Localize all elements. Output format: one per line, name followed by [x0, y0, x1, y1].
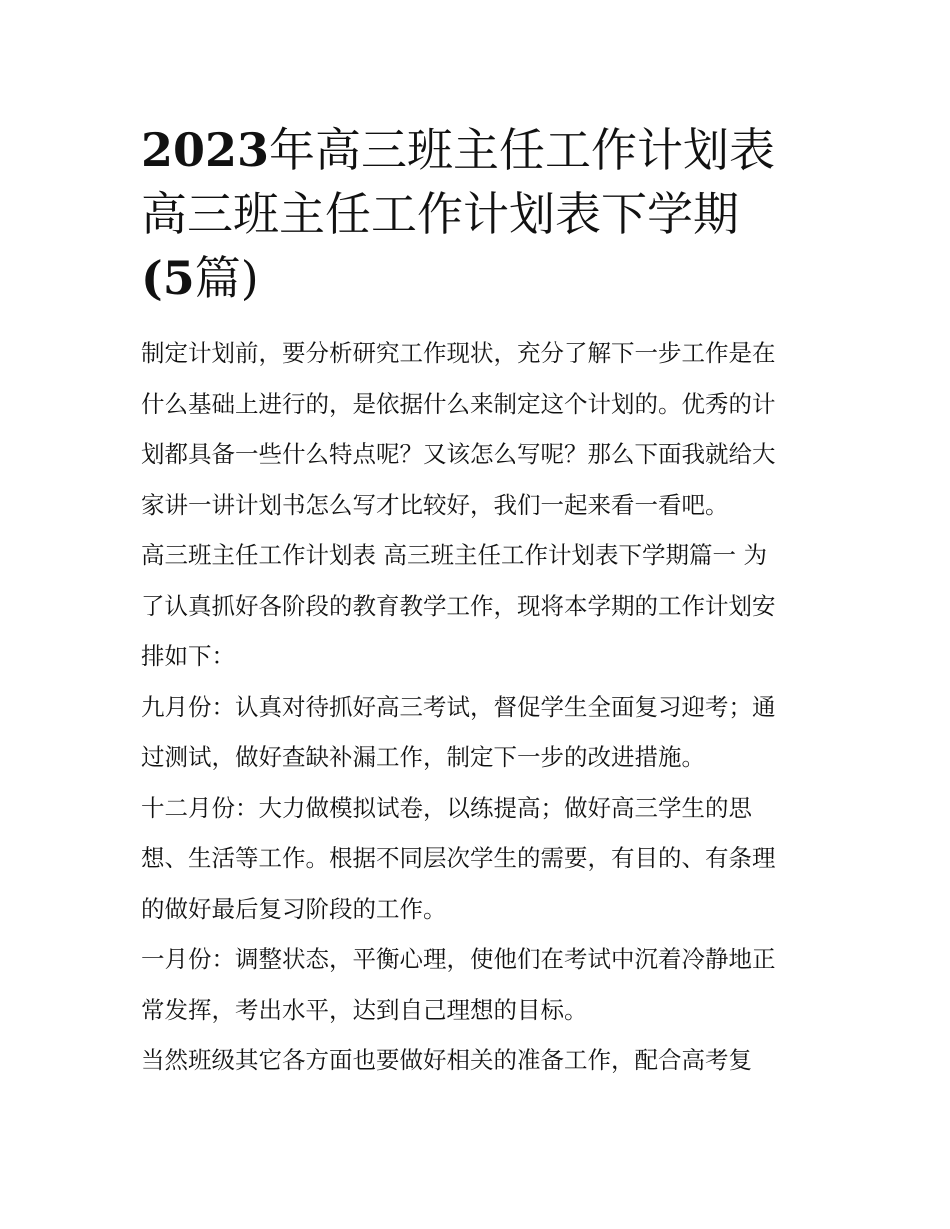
paragraph-section-one [141, 530, 813, 682]
title-line [141, 118, 813, 182]
paragraph-intro [141, 328, 813, 530]
paragraph-class-prep [141, 1035, 813, 1086]
title-line-bold: 2023 [141, 123, 270, 177]
title-line-text: 年高三班主任工作计划表 [269, 123, 776, 177]
title-line-bold: (5 [141, 251, 195, 305]
document-body [141, 328, 813, 1086]
text-line: 了认真抓好各阶段的教育教学工作，现将本学期的工作计划安 [141, 591, 776, 620]
paragraph-september [141, 682, 813, 783]
text-line: 划都具备一些什么特点呢？又该怎么写呢？那么下面我就给大 [141, 440, 776, 468]
text-line: 过测试，做好查缺补漏工作，制定下一步的改进措施。 [141, 743, 705, 771]
paragraph-january [141, 934, 813, 1035]
title-line-text: 篇) [194, 251, 259, 305]
text-line: 制定计划前，要分析研究工作现状，充分了解下一步工作是在 [141, 339, 776, 367]
text-line: 十二月份：大力做模拟试卷，以练提高；做好高三学生的思 [141, 793, 752, 822]
text-line: 常发挥，考出水平，达到自己理想的目标。 [141, 995, 588, 1024]
text-line: 家讲一讲计划书怎么写才比较好，我们一起来看一看吧。 [141, 490, 729, 519]
document-title [141, 118, 813, 310]
paragraph-december [141, 783, 813, 935]
title-line-text: 高三班主任工作计划表下学期 [141, 187, 739, 241]
document-content [141, 118, 813, 1086]
text-line: 排如下： [141, 642, 235, 670]
text-line: 一月份：调整状态，平衡心理，使他们在考试中沉着冷静地正 [141, 945, 776, 973]
text-line: 想、生活等工作。根据不同层次学生的需要，有目的、有条理 [141, 844, 776, 872]
text-line: 的做好最后复习阶段的工作。 [141, 894, 447, 923]
title-line [141, 182, 813, 246]
title-line [141, 246, 813, 310]
text-line: 九月份：认真对待抓好高三考试，督促学生全面复习迎考；通 [141, 692, 776, 721]
text-line: 高三班主任工作计划表 高三班主任工作计划表下学期篇一 为 [141, 541, 767, 569]
text-line: 当然班级其它各方面也要做好相关的准备工作，配合高考复 [141, 1046, 752, 1074]
text-line: 什么基础上进行的，是依据什么来制定这个计划的。优秀的计 [141, 389, 776, 418]
